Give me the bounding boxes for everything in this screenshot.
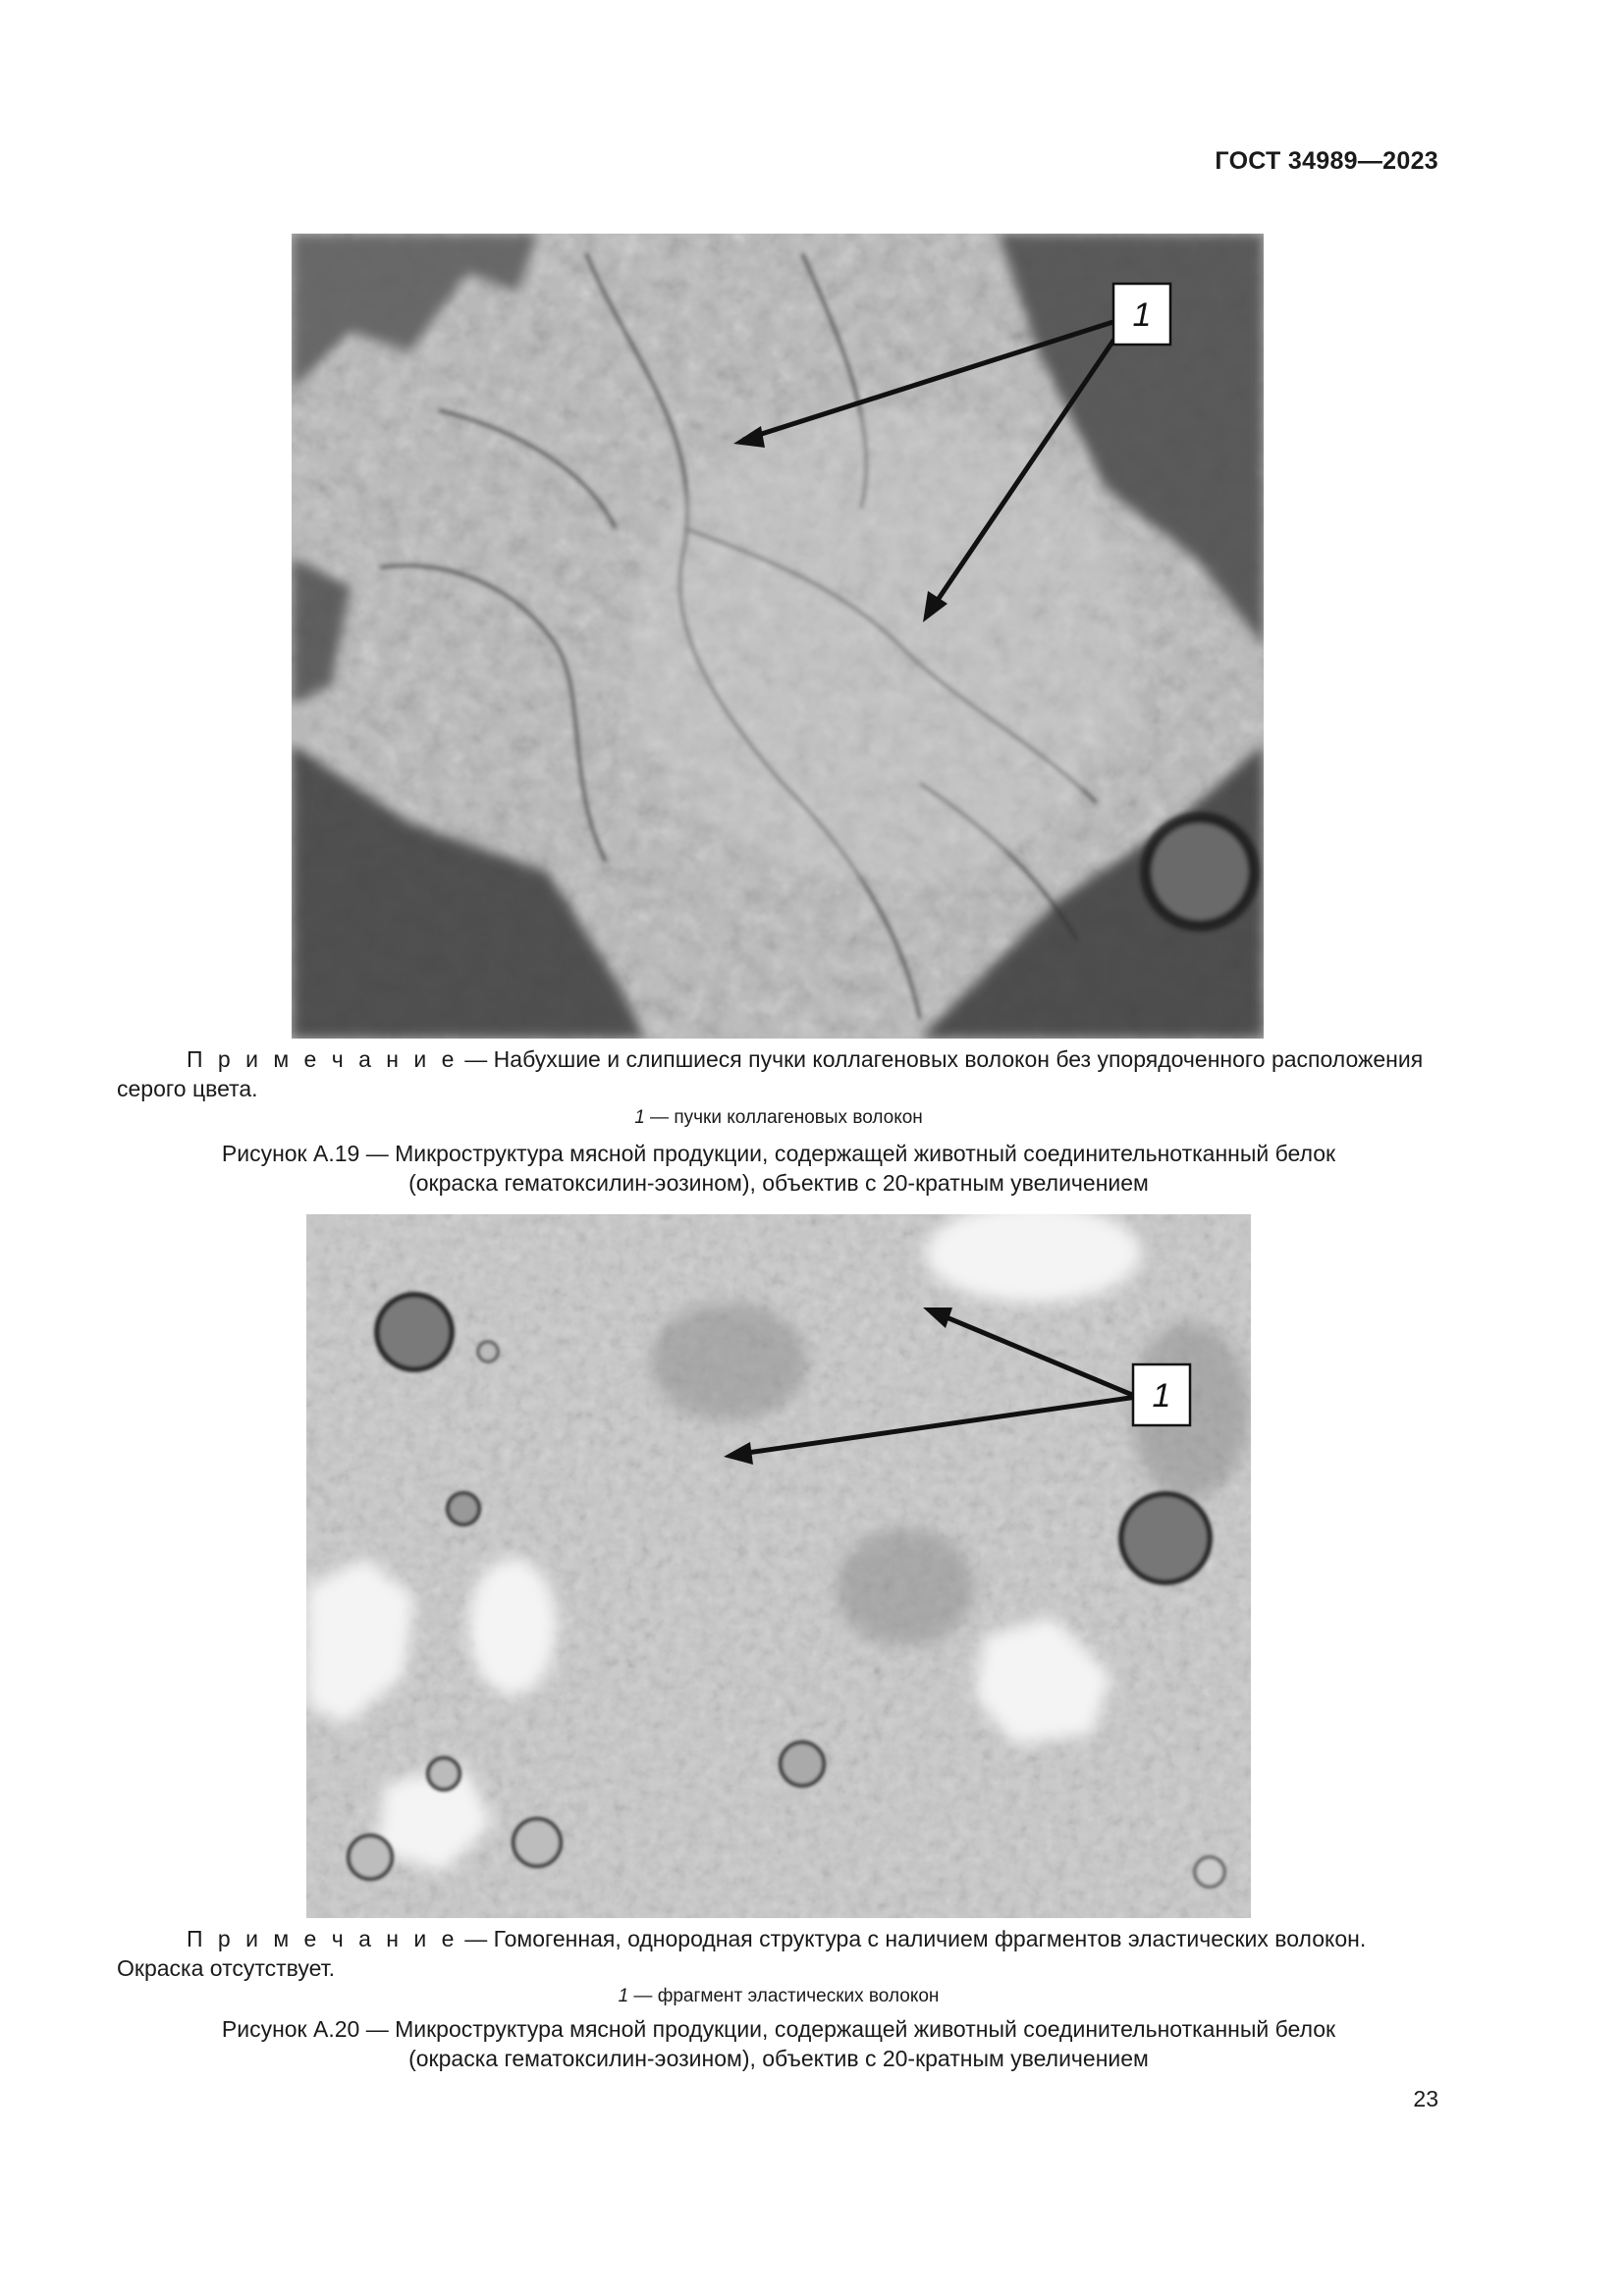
legend-text: — пучки коллагеновых волокон <box>644 1107 923 1128</box>
figure-a20-note <box>117 1924 1440 1983</box>
callout-label: 1 <box>1132 296 1152 334</box>
note-text: — Набухшие и слипшиеся пучки коллагеновых волокон без упорядоченного расположения серого цвета. <box>117 1046 1424 1101</box>
figure-a20-caption <box>117 2014 1440 2073</box>
document-header: ГОСТ 34989—2023 <box>1215 147 1438 175</box>
legend-number: 1 <box>618 1986 629 2006</box>
figure-a19-note <box>117 1044 1440 1103</box>
micrograph-figure-a19 <box>292 234 1264 1039</box>
legend-text: — фрагмент эластических волокон <box>628 1986 940 2006</box>
micrograph-figure-a20 <box>306 1214 1251 1918</box>
caption-line-2: (окраска гематоксилин-эозином), объектив с 20-кратным увеличением <box>408 2046 1149 2071</box>
note-label: П р и м е ч а н и е <box>187 1926 459 1951</box>
note-text: — Гомогенная, однородная структура с наличием фрагментов эластических волокон. Окраска отсутствует. <box>117 1926 1367 1981</box>
figure-a20-legend <box>117 1985 1440 2008</box>
note-label: П р и м е ч а н и е <box>187 1046 459 1072</box>
callout-label: 1 <box>1152 1377 1171 1415</box>
caption-line-1: Рисунок А.19 — Микроструктура мясной продукции, содержащей животный соединительнотканный белок <box>221 1141 1336 1166</box>
caption-line-2: (окраска гематоксилин-эозином), объектив с 20-кратным увеличением <box>408 1170 1149 1196</box>
page-number: 23 <box>1413 2086 1438 2111</box>
figure-a19-caption <box>117 1139 1440 1198</box>
figure-a19-legend <box>117 1106 1440 1130</box>
legend-number: 1 <box>634 1107 645 1128</box>
caption-line-1: Рисунок А.20 — Микроструктура мясной продукции, содержащей животный соединительнотканный белок <box>221 2016 1336 2042</box>
